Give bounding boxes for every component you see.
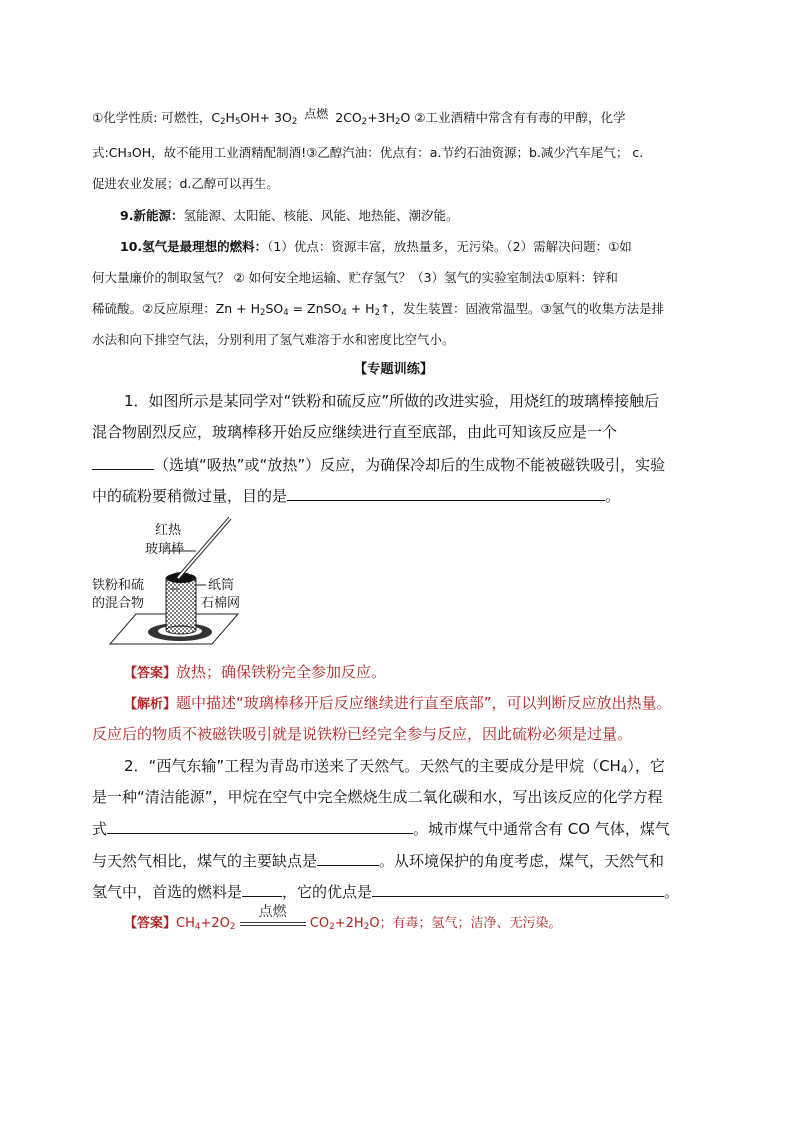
label-mixture-2: 的混合物 — [92, 596, 145, 611]
q1-line-4: 中的硫粉要稍微过量，目的是 。 — [92, 487, 621, 505]
answer-blank — [287, 488, 605, 501]
analysis-1-line-2: 反应后的物质不被磁铁吸引就是说铁粉已经完全参与反应，因此硫粉必须是过量。 — [92, 725, 633, 743]
q1-line-1: 1．如图所示是某同学对“铁粉和硫反应”所做的改进实验，用烧红的玻璃棒接触后 — [124, 392, 660, 410]
property-line-2: 式:CH₃OH，故不能用工业酒精配制酒!③乙醇汽油：优点有：a.节约石油资源；b.减少汽车尾气； c. — [92, 145, 644, 160]
property-line-3: 促进农业发展；d.乙醇可以再生。 — [92, 176, 279, 191]
analysis-1-line-1: 【解析】题中描述“玻璃棒移开后反应继续进行直至底部”，可以判断反应放出热量。 — [124, 694, 672, 712]
item-10-line-1: 10.氢气是最理想的燃料：（1）优点：资源丰富，放热量多，无污染。（2）需解决问题：①如 — [120, 239, 632, 254]
item-9: 9.新能源：氢能源、太阳能、核能、风能、地热能、潮汐能。 — [120, 208, 459, 223]
item-10-line-3: 稀硫酸。②反应原理：$Zn + H_2SO_4$ = ZnSO$_4$ + $H_2↑$，发生装置：固液常温型。③氢气的收集方法是排 — [92, 301, 665, 319]
label-mixture-1: 铁粉和硫 — [92, 578, 145, 593]
section-title: 【专题训练】 — [354, 362, 434, 377]
answer-blank — [107, 821, 413, 834]
paper-tube — [166, 578, 196, 630]
q2-line-1: 2．“西气东输”工程为青岛市送来了天然气。天然气的主要成分是甲烷$(CH_4)$，它 — [124, 757, 665, 777]
answer-blank — [372, 884, 664, 897]
reaction-condition: 点燃 — [240, 919, 306, 929]
q2-line-2: 是一种“清洁能源”，甲烷在空气中完全燃烧生成二氧化碳和水，写出该反应的化学方程 — [92, 788, 663, 806]
q2-line-4: 与天然气相比，煤气的主要缺点是 。从环境保护的角度考虑，煤气，天然气和 — [92, 852, 665, 870]
q1-line-3: （选填“吸热”或“放热”）反应，为确保冷却后的生成物不能被磁铁吸引，实验 — [92, 457, 665, 473]
label-rod-1: 红热 — [155, 523, 182, 538]
q2-line-3: 式 。城市煤气中通常含有 CO 气体，煤气 — [92, 820, 670, 838]
answer-blank — [242, 884, 282, 897]
label-net: 石棉网 — [201, 596, 241, 611]
answer-blank — [317, 853, 379, 866]
reaction-condition: 点燃 — [304, 107, 329, 121]
label-tube: 纸筒 — [208, 578, 235, 593]
property-line-1: ①化学性质: 可燃性，$C_2H_5OH+ 3O_2$ 点燃 $2CO_2+3H_2O$ ②工业酒精中常含有有毒的甲醇，化学 — [92, 107, 626, 128]
q2-line-5: 氢气中，首选的燃料是 ，它的优点是 。 — [92, 883, 680, 901]
answer-2: 【答案】$CH_4+2O_2$ 点燃 $CO_2+2H_2O$；有毒；氢气；洁净、无污染。 — [124, 903, 562, 933]
item-10-line-4: 水法和向下排空气法，分别利用了氢气难溶于水和密度比空气小。 — [92, 332, 455, 347]
q1-line-2: 混合物剧烈反应，玻璃棒移开始反应继续进行直至底部，由此可知该反应是一个 — [92, 423, 618, 441]
answer-blank — [92, 457, 154, 470]
label-rod-2: 玻璃棒 — [145, 542, 185, 557]
answer-1: 【答案】放热；确保铁粉完全参加反应。 — [124, 663, 387, 681]
item-10-line-2: 何大量廉价的制取氢气？ ② 如何安全地运输、贮存氢气？（3）氢气的实验室制法①原料：锌和 — [92, 270, 618, 285]
